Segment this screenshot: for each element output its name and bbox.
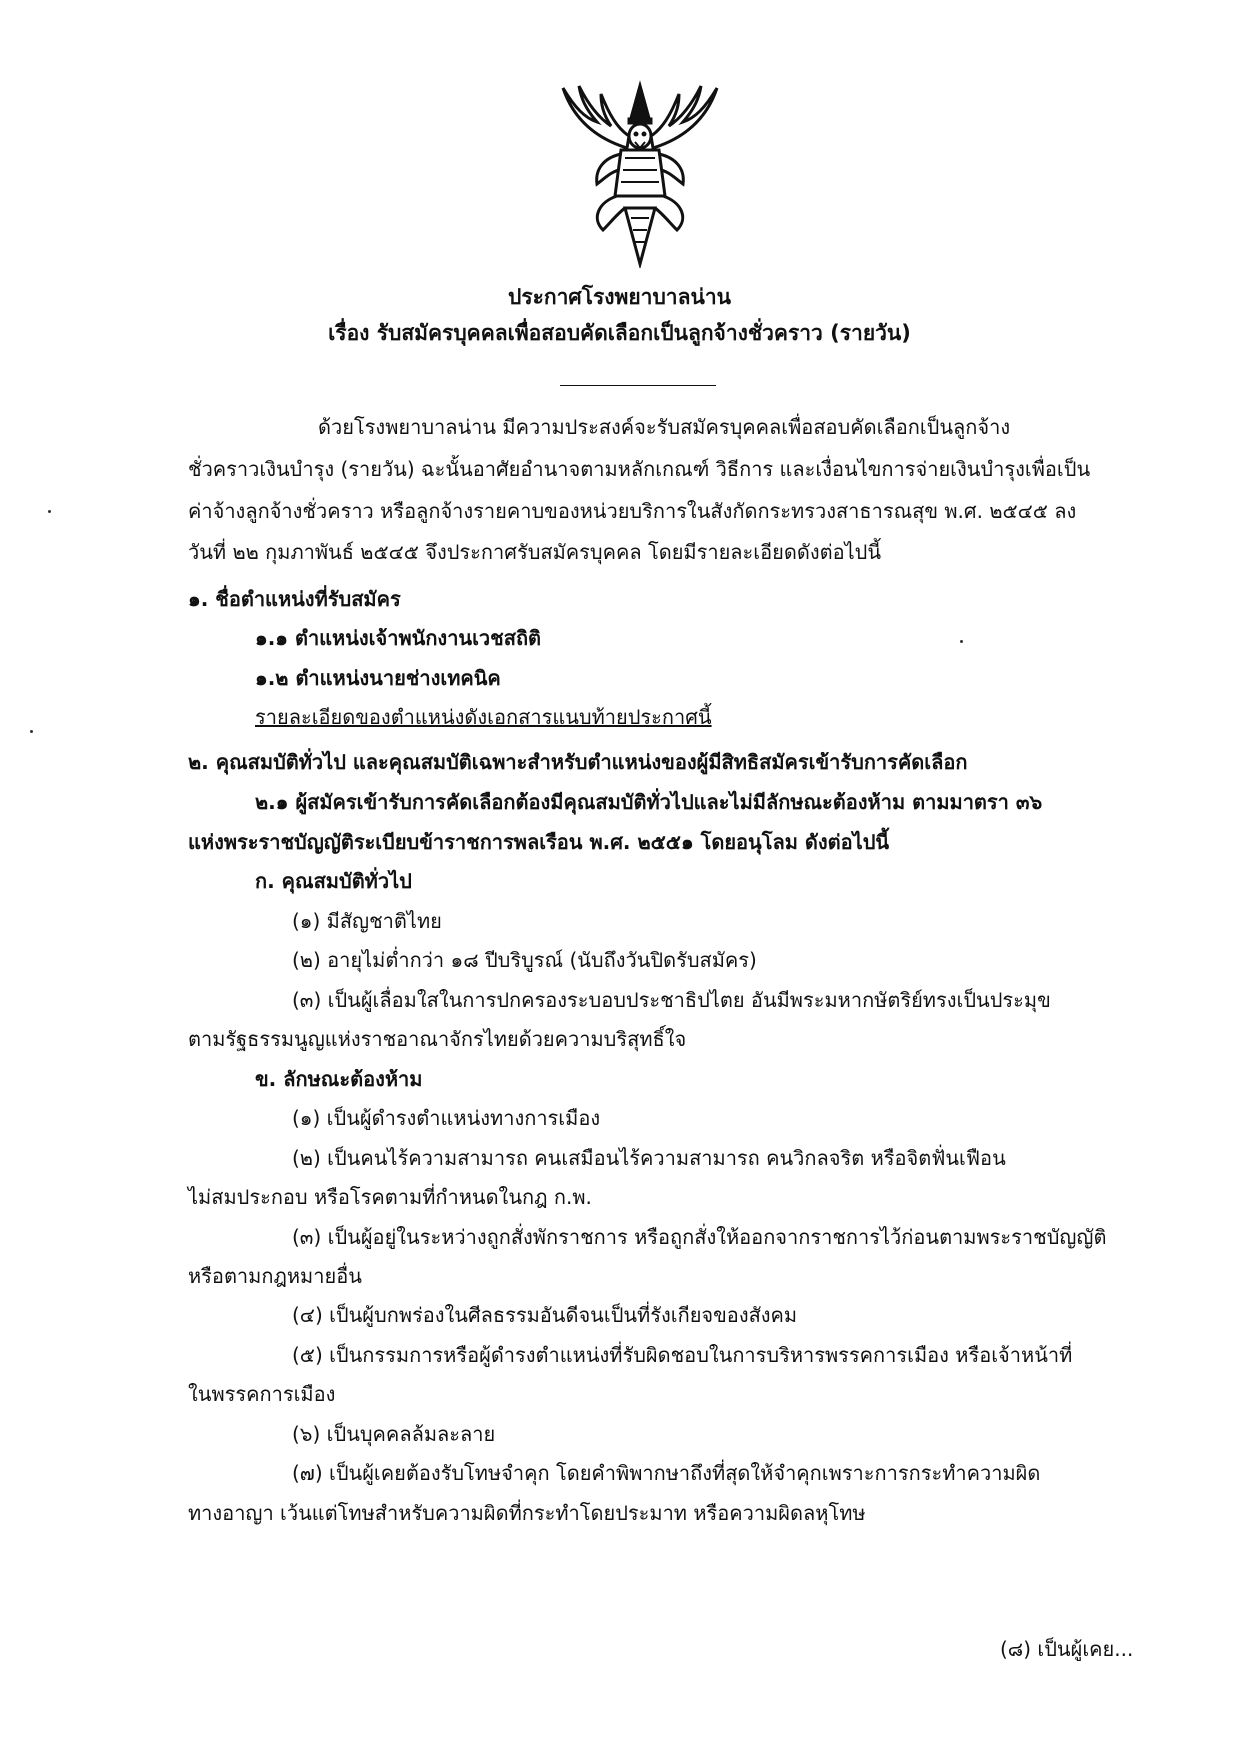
document-subject: เรื่อง รับสมัครบุคคลเพื่อสอบคัดเลือกเป็นลูกจ้างชั่วคราว (รายวัน) xyxy=(328,321,911,345)
intro-line-3: ค่าจ้างลูกจ้างชั่วคราว หรือลูกจ้างรายคาบของหน่วยบริการในสังกัดกระทรวงสาธารณสุข พ.ศ. ๒๕๔๕ ลง xyxy=(188,499,1077,523)
general-item-1: (๑) มีสัญชาติไทย xyxy=(292,909,442,933)
prohibited-item-3: (๓) เป็นผู้อยู่ในระหว่างถูกสั่งพักราชการ หรือถูกสั่งให้ออกจากราชการไว้ก่อนตามพระราชบัญญัติ xyxy=(292,1225,1107,1249)
section-2-para-line-1: ๒.๑ ผู้สมัครเข้ารับการคัดเลือกต้องมีคุณสมบัติทั่วไปและไม่มีลักษณะต้องห้าม ตามมาตรา ๓๖ xyxy=(255,790,1043,814)
scan-speck xyxy=(960,640,963,643)
section-1-heading: ๑. ชื่อตำแหน่งที่รับสมัคร xyxy=(188,587,401,611)
prohibited-item-2: (๒) เป็นคนไร้ความสามารถ คนเสมือนไร้ความสามารถ คนวิกลจริต หรือจิตฟั่นเฟือน xyxy=(292,1146,1006,1170)
prohibited-item-5-cont: ในพรรคการเมือง xyxy=(188,1382,336,1406)
section-2-heading: ๒. คุณสมบัติทั่วไป และคุณสมบัติเฉพาะสำหรับตำแหน่งของผู้มีสิทธิสมัครเข้ารับการคัดเลือก xyxy=(188,750,968,774)
intro-line-2: ชั่วคราวเงินบำรุง (รายวัน) ฉะนั้นอาศัยอำนาจตามหลักเกณฑ์ วิธีการ และเงื่อนไขการจ่ายเงินบำรุงเพื่อเป็น xyxy=(188,457,1091,481)
position-item-2: ๑.๒ ตำแหน่งนายช่างเทคนิค xyxy=(255,666,501,690)
general-item-3-cont: ตามรัฐธรรมนูญแห่งราชอาณาจักรไทยด้วยความบริสุทธิ์ใจ xyxy=(188,1027,687,1051)
scan-speck xyxy=(48,510,51,513)
prohibited-item-7: (๗) เป็นผู้เคยต้องรับโทษจำคุก โดยคำพิพากษาถึงที่สุดให้จำคุกเพราะการกระทำความผิด xyxy=(292,1461,1041,1485)
title-divider xyxy=(560,385,716,386)
general-item-3: (๓) เป็นผู้เลื่อมใสในการปกครองระบอบประชาธิปไตย อันมีพระมหากษัตริย์ทรงเป็นประมุข xyxy=(292,988,1051,1012)
continuation-marker: (๘) เป็นผู้เคย... xyxy=(1000,1637,1134,1661)
intro-line-1: ด้วยโรงพยาบาลน่าน มีความประสงค์จะรับสมัครบุคคลเพื่อสอบคัดเลือกเป็นลูกจ้าง xyxy=(318,415,1011,439)
scan-speck xyxy=(30,730,33,733)
general-qualifications-heading: ก. คุณสมบัติทั่วไป xyxy=(255,869,412,893)
document-title: ประกาศโรงพยาบาลน่าน xyxy=(508,285,731,309)
prohibited-item-3-cont: หรือตามกฎหมายอื่น xyxy=(188,1264,362,1288)
prohibited-heading: ข. ลักษณะต้องห้าม xyxy=(255,1067,423,1091)
prohibited-item-2-cont: ไม่สมประกอบ หรือโรคตามที่กำหนดในกฎ ก.พ. xyxy=(188,1185,592,1209)
position-details-note: รายละเอียดของตำแหน่งดังเอกสารแนบท้ายประกาศนี้ xyxy=(255,705,712,729)
prohibited-item-6: (๖) เป็นบุคคลล้มละลาย xyxy=(292,1422,496,1446)
intro-line-4: วันที่ ๒๒ กุมภาพันธ์ ๒๕๔๕ จึงประกาศรับสมัครบุคคล โดยมีรายละเอียดดังต่อไปนี้ xyxy=(188,540,882,564)
prohibited-item-5: (๕) เป็นกรรมการหรือผู้ดำรงตำแหน่งที่รับผิดชอบในการบริหารพรรคการเมือง หรือเจ้าหน้าที่ xyxy=(292,1343,1073,1367)
position-item-1: ๑.๑ ตำแหน่งเจ้าพนักงานเวชสถิติ xyxy=(255,626,542,650)
section-2-para-line-2: แห่งพระราชบัญญัติระเบียบข้าราชการพลเรือน พ.ศ. ๒๕๕๑ โดยอนุโลม ดังต่อไปนี้ xyxy=(188,830,890,854)
prohibited-item-7-cont: ทางอาญา เว้นแต่โทษสำหรับความผิดที่กระทำโดยประมาท หรือความผิดลหุโทษ xyxy=(188,1501,866,1525)
prohibited-item-4: (๔) เป็นผู้บกพร่องในศีลธรรมอันดีจนเป็นที่รังเกียจของสังคม xyxy=(292,1303,798,1327)
prohibited-item-1: (๑) เป็นผู้ดำรงตำแหน่งทางการเมือง xyxy=(292,1106,601,1130)
general-item-2: (๒) อายุไม่ต่ำกว่า ๑๘ ปีบริบูรณ์ (นับถึงวันปิดรับสมัคร) xyxy=(292,948,757,972)
garuda-emblem-icon xyxy=(555,78,725,268)
